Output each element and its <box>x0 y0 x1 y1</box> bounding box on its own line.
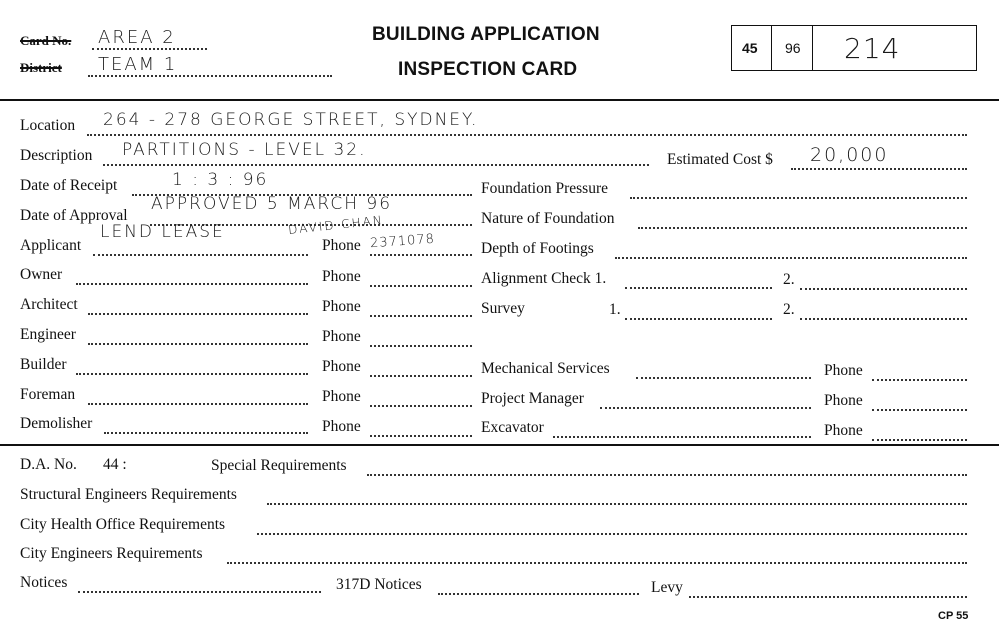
city-health-line <box>257 533 967 535</box>
location-value: 264 - 278 GEORGE STREET, SYDNEY. <box>103 110 479 130</box>
date-of-receipt-value: 1 : 3 : 96 <box>172 170 269 190</box>
engineer-phone-label: Phone <box>322 328 361 345</box>
architect-phone-line <box>370 315 472 317</box>
estimated-cost-line <box>791 168 967 170</box>
city-engineers-line <box>227 562 967 564</box>
notices-line <box>78 591 321 593</box>
structural-engineers-label: Structural Engineers Requirements <box>20 486 237 503</box>
estimated-cost-value: 20,000 <box>810 144 889 166</box>
survey-1-line <box>625 318 772 320</box>
card-no-line <box>92 48 207 50</box>
survey-2-label: 2. <box>783 301 795 318</box>
district-line <box>88 75 332 77</box>
title-line-1: BUILDING APPLICATION <box>372 24 600 45</box>
project-manager-line <box>600 407 811 409</box>
excavator-label: Excavator <box>481 419 544 436</box>
architect-phone-label: Phone <box>322 298 361 315</box>
project-manager-phone-label: Phone <box>824 392 863 409</box>
card-no-label: Card No. <box>20 33 72 48</box>
notices-317d-line <box>438 593 639 595</box>
city-health-label: City Health Office Requirements <box>20 516 226 533</box>
description-line <box>103 164 649 166</box>
description-label: Description <box>20 147 93 164</box>
mechanical-services-line <box>636 377 811 379</box>
foreman-label: Foreman <box>20 386 76 403</box>
owner-label: Owner <box>20 266 63 283</box>
project-manager-phone-line <box>872 409 967 411</box>
date-of-receipt-label: Date of Receipt <box>20 177 118 194</box>
requirements-rule <box>0 444 999 446</box>
depth-of-footings-label: Depth of Footings <box>481 240 594 257</box>
nature-of-foundation-line <box>638 227 967 229</box>
mechanical-services-phone-line <box>872 379 967 381</box>
reference-box <box>731 25 977 71</box>
builder-phone-label: Phone <box>322 358 361 375</box>
title-line-2: INSPECTION CARD <box>398 59 578 80</box>
city-engineers-label: City Engineers Requirements <box>20 545 203 562</box>
date-of-approval-value: APPROVED 5 MARCH 96 <box>151 194 393 214</box>
survey-label: Survey <box>481 300 525 317</box>
special-requirements-line <box>367 474 967 476</box>
ref-a: 45 <box>742 40 758 56</box>
survey-2-line <box>800 318 967 320</box>
mechanical-services-label: Mechanical Services <box>481 360 610 377</box>
ref-b: 96 <box>785 40 801 56</box>
notices-317d-label: 317D Notices <box>336 576 422 593</box>
foreman-line <box>88 403 308 405</box>
foundation-pressure-label: Foundation Pressure <box>481 180 609 197</box>
builder-phone-line <box>370 375 472 377</box>
applicant-phone-label: Phone <box>322 237 361 254</box>
demolisher-line <box>104 432 308 434</box>
form-code: CP 55 <box>938 610 969 622</box>
excavator-line <box>553 436 811 438</box>
demolisher-phone-line <box>370 435 472 437</box>
header-rule <box>0 99 999 101</box>
district-value: TEAM 1 <box>98 54 178 75</box>
engineer-line <box>88 343 308 345</box>
special-requirements-label: Special Requirements <box>211 457 347 474</box>
nature-of-foundation-label: Nature of Foundation <box>481 210 615 227</box>
ref-number: 214 <box>844 32 901 65</box>
survey-1-label: 1. <box>609 301 621 318</box>
location-label: Location <box>20 117 76 134</box>
applicant-phone-line <box>370 254 472 256</box>
da-no-label: D.A. No. <box>20 456 77 473</box>
applicant-line <box>93 254 308 256</box>
mechanical-services-phone-label: Phone <box>824 362 863 379</box>
demolisher-phone-label: Phone <box>322 418 361 435</box>
approver-name: DAVID CHAN <box>287 213 385 237</box>
architect-label: Architect <box>20 296 78 313</box>
structural-engineers-line <box>267 503 967 505</box>
architect-line <box>88 313 308 315</box>
excavator-phone-line <box>872 439 967 441</box>
foundation-pressure-line <box>630 197 967 199</box>
depth-of-footings-line <box>615 257 967 259</box>
da-no-value: 44 : <box>103 456 127 473</box>
levy-line <box>689 596 967 598</box>
district-label: District <box>20 60 62 75</box>
description-value: PARTITIONS - LEVEL 32. <box>122 140 367 160</box>
engineer-phone-line <box>370 345 472 347</box>
notices-label: Notices <box>20 574 68 591</box>
owner-phone-line <box>370 285 472 287</box>
foreman-phone-label: Phone <box>322 388 361 405</box>
engineer-label: Engineer <box>20 326 76 343</box>
levy-label: Levy <box>651 579 683 596</box>
excavator-phone-label: Phone <box>824 422 863 439</box>
alignment-check-1-line <box>625 287 772 289</box>
date-of-approval-label: Date of Approval <box>20 207 128 224</box>
owner-line <box>76 283 308 285</box>
alignment-check-2-label: 2. <box>783 271 795 288</box>
applicant-value: LEND LEASE <box>100 222 225 242</box>
alignment-check-label: Alignment Check 1. <box>481 270 607 287</box>
applicant-phone-value: 2371078 <box>369 231 436 252</box>
builder-label: Builder <box>20 356 67 373</box>
estimated-cost-label: Estimated Cost $ <box>667 151 773 168</box>
demolisher-label: Demolisher <box>20 415 93 432</box>
builder-line <box>76 373 308 375</box>
alignment-check-2-line <box>800 288 967 290</box>
owner-phone-label: Phone <box>322 268 361 285</box>
card-no-value: AREA 2 <box>98 27 176 48</box>
project-manager-label: Project Manager <box>481 390 584 407</box>
foreman-phone-line <box>370 405 472 407</box>
applicant-label: Applicant <box>20 237 82 254</box>
location-line <box>87 134 967 136</box>
